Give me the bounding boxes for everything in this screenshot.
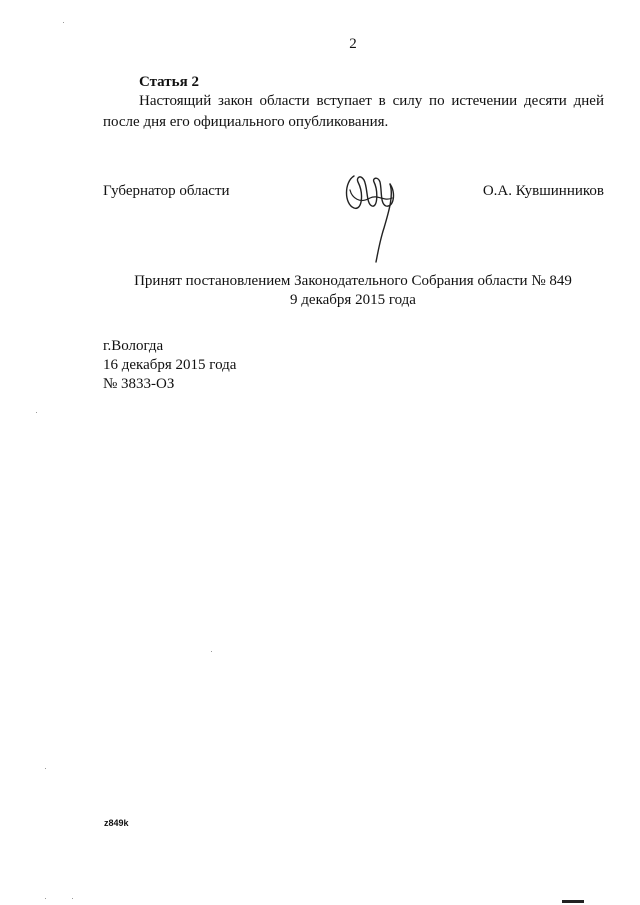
article-text-line-2: после дня его официального опубликования.	[103, 114, 389, 130]
handwritten-signature	[340, 168, 404, 266]
article-text-line-1: Настоящий закон области вступает в силу по истечении десяти дней	[139, 93, 604, 109]
adoption-statement: Принят постановлением Законодательного Собрания области № 849	[134, 273, 572, 289]
scan-artifact	[63, 22, 64, 23]
adoption-date: 9 декабря 2015 года	[290, 292, 416, 308]
scan-artifact	[72, 898, 73, 899]
scan-artifact	[562, 900, 584, 903]
scan-artifact	[211, 651, 212, 652]
law-number: № 3833-ОЗ	[103, 376, 175, 392]
governor-title: Губернатор области	[103, 183, 230, 199]
scan-artifact	[45, 768, 46, 769]
document-code: z849k	[104, 818, 129, 828]
signing-date: 16 декабря 2015 года	[103, 357, 237, 373]
scan-artifact	[45, 898, 46, 899]
place-of-signing: г.Вологда	[103, 338, 164, 354]
scan-artifact	[36, 412, 37, 413]
governor-name: О.А. Кувшинников	[482, 183, 604, 199]
article-title: Статья 2	[139, 74, 199, 90]
page-number: 2	[349, 36, 357, 52]
